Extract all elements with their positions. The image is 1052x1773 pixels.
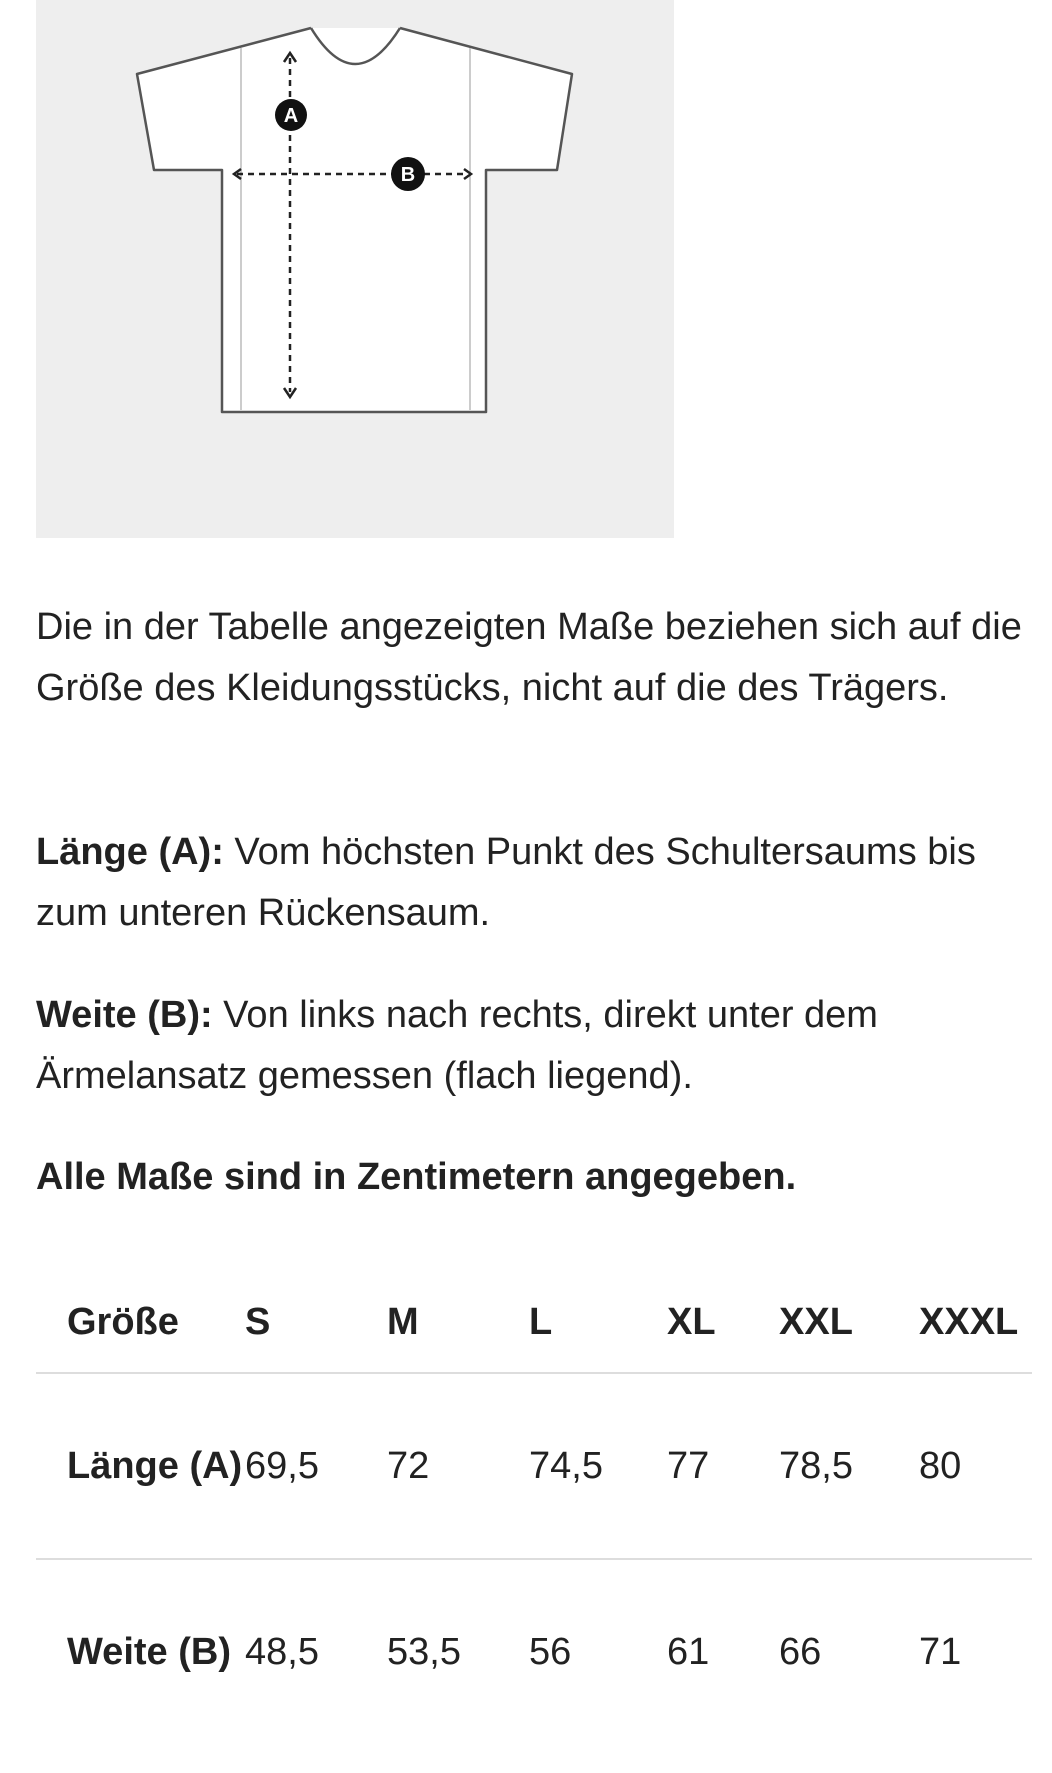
table-cell: 72 [387,1444,430,1487]
header-cell-l: L [529,1300,553,1343]
header-cell-s: S [245,1300,271,1343]
size-table [36,1272,1032,1745]
length-definition [36,822,1026,944]
table-row-length [36,1373,1032,1559]
table-header-row [36,1272,1032,1373]
table-cell: 48,5 [245,1631,319,1673]
table-cell: 74,5 [529,1444,603,1487]
width-definition [36,985,1026,1107]
table-cell: 77 [667,1444,710,1487]
header-cell-xl: XL [667,1300,716,1343]
length-definition-label: Länge (A): [36,831,224,873]
marker-b-icon [391,157,425,191]
table-cell: 66 [779,1631,822,1673]
row-label-length: Länge (A) [67,1444,243,1487]
header-cell-xxxl: XXXL [919,1300,1019,1343]
row-label-width: Weite (B) [67,1631,231,1673]
marker-a-icon [275,99,307,131]
header-cell-xxl: XXL [779,1300,853,1343]
width-definition-text: Von links nach rechts, direkt unter dem Ärmelansatz gemessen (flach liegend). [36,994,878,1097]
table-cell: 56 [529,1631,572,1673]
width-definition-label: Weite (B): [36,994,213,1036]
header-cell-m: M [387,1300,419,1343]
svg-text:B: B [400,164,416,186]
table-cell: 61 [667,1631,710,1673]
svg-text:A: A [283,105,299,127]
length-definition-text: Vom höchsten Punkt des Schultersaums bis zum unteren Rückensaum. [36,831,976,934]
intro-paragraph: Die in der Tabelle angezeigten Maße beziehen sich auf die Größe des Kleidungsstücks, nicht auf die des Trägers. [36,606,1022,709]
units-note: Alle Maße sind in Zentimetern angegeben. [36,1156,797,1198]
table-cell: 78,5 [779,1444,853,1487]
header-cell-size: Größe [67,1300,179,1343]
table-cell: 71 [919,1631,962,1673]
table-row-width [36,1559,1032,1745]
tshirt-diagram [36,0,674,538]
tshirt-outline-icon [36,0,674,538]
table-cell: 80 [919,1444,962,1487]
table-cell: 69,5 [245,1444,319,1487]
table-cell: 53,5 [387,1631,461,1673]
